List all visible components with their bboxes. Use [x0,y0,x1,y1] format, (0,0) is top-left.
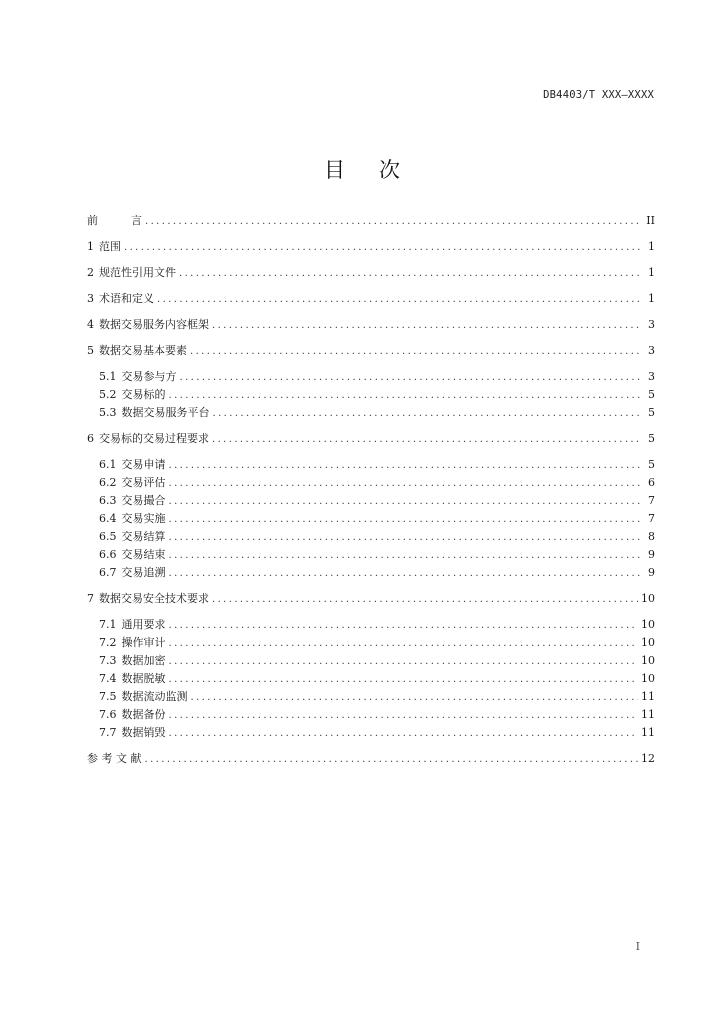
toc-leader-dots [169,565,643,582]
toc-entry[interactable] [87,238,655,256]
toc-entry-page: 7 [648,512,655,525]
toc-entry-page: 9 [648,566,655,579]
toc-leader-dots [169,457,643,474]
toc-entry-number: 5.3 [99,406,117,419]
toc-entry-number: 3 [87,292,94,305]
toc-entry-number: 7.5 [99,690,117,703]
page-number: I [635,940,640,953]
toc-entry-page: 11 [641,726,655,739]
toc-entry[interactable] [87,670,655,688]
toc-leader-dots [169,475,643,492]
toc-entry-number: 5.1 [99,370,117,383]
toc-entry[interactable] [87,510,655,528]
toc-leader-dots [169,529,643,546]
toc-entry[interactable] [87,590,655,608]
toc-entry[interactable] [87,264,655,282]
toc-leader-dots [180,369,643,386]
toc-entry-number: 6.1 [99,458,117,471]
toc-entry-label: 交易评估 [121,476,166,489]
toc-leader-dots [169,387,643,404]
toc-entry-number: 6.6 [99,548,117,561]
toc-entry[interactable] [87,616,655,634]
toc-entry-label: 参 考 文 献 [87,752,142,765]
toc-leader-dots [212,317,642,334]
toc-entry-label: 数据交易服务平台 [121,406,210,419]
toc-entry[interactable] [87,528,655,546]
toc-entry-number: 1 [87,240,94,253]
toc-entry-page: 10 [641,592,655,605]
toc-entry[interactable] [87,724,655,742]
toc-leader-dots [157,291,642,308]
toc-entry-label: 规范性引用文件 [99,266,176,279]
toc-entry-page: 10 [641,654,655,667]
toc-entry-page: 1 [648,292,655,305]
toc-entry-page: 9 [648,548,655,561]
toc-leader-dots [169,653,639,670]
toc-leader-dots [169,725,639,742]
toc-entry-label: 数据备份 [121,708,166,721]
toc-entry[interactable] [87,386,655,404]
toc-entry[interactable] [87,706,655,724]
toc-entry-label: 交易实施 [121,512,166,525]
toc-entry-number: 7.1 [99,618,117,631]
toc-entry-number: 2 [87,266,94,279]
toc-entry-label: 交易撮合 [121,494,166,507]
toc-entry[interactable] [87,368,655,386]
toc-leader-dots [169,493,643,510]
toc-entry[interactable] [87,688,655,706]
toc-leader-dots [169,617,639,634]
toc-entry-label: 交易结束 [121,548,166,561]
toc-entry-number: 7.2 [99,636,117,649]
toc-entry-page: 12 [641,752,655,765]
toc-entry[interactable] [87,456,655,474]
toc-entry-page: 11 [641,708,655,721]
toc-entry[interactable] [87,290,655,308]
toc-entry-label: 交易申请 [121,458,166,471]
toc-entry-label: 交易结算 [121,530,166,543]
toc-entry-number: 6.2 [99,476,117,489]
toc-entry-label: 术语和定义 [99,292,154,305]
toc-entry-label: 操作审计 [121,636,166,649]
toc-leader-dots [212,431,642,448]
toc-entry-page: 7 [648,494,655,507]
toc-entry-page: 3 [648,370,655,383]
toc-entry-page: 1 [648,266,655,279]
toc-entry[interactable] [87,546,655,564]
toc-entry[interactable] [87,634,655,652]
toc-entry-page: 10 [641,636,655,649]
toc-entry[interactable] [87,430,655,448]
toc-entry-number: 7.4 [99,672,117,685]
table-of-contents [87,212,655,768]
toc-entry-label: 交易参与方 [121,370,177,383]
toc-leader-dots [145,751,639,768]
toc-entry-label: 数据交易服务内容框架 [99,318,209,331]
toc-entry-number: 7 [87,592,94,605]
toc-entry-page: 5 [648,432,655,445]
toc-entry-label: 数据脱敏 [121,672,166,685]
toc-entry-label: 范围 [99,240,121,253]
toc-entry-page: 6 [648,476,655,489]
toc-entry-number: 6.3 [99,494,117,507]
toc-entry[interactable] [87,652,655,670]
document-code: DB4403/T XXX—XXXX [543,89,654,101]
toc-leader-dots [212,591,638,608]
toc-leader-dots [169,635,639,652]
toc-entry-number: 6.4 [99,512,117,525]
toc-entry-label: 通用要求 [121,618,166,631]
toc-entry-page: 10 [641,672,655,685]
toc-entry-number: 5.2 [99,388,117,401]
toc-leader-dots [169,511,643,528]
toc-entry-label: 数据交易安全技术要求 [99,592,209,605]
toc-entry-page: 3 [648,344,655,357]
toc-entry-label: 数据流动监测 [121,690,188,703]
toc-leader-dots [190,343,642,360]
toc-entry[interactable] [87,342,655,360]
toc-entry-number: 6.7 [99,566,117,579]
toc-entry-label: 数据加密 [121,654,166,667]
toc-entry-page: 11 [641,690,655,703]
toc-entry-number: 7.6 [99,708,117,721]
toc-entry-page: 5 [648,388,655,401]
page-title: 目次 [324,158,434,182]
toc-entry-number: 7.7 [99,726,117,739]
toc-leader-dots [169,707,639,724]
toc-leader-dots [179,265,642,282]
toc-entry-number: 4 [87,318,94,331]
toc-entry[interactable] [87,404,655,422]
toc-entry-page: II [646,214,655,227]
toc-leader-dots [169,671,639,688]
toc-entry-number: 5 [87,344,94,357]
toc-entry-label: 交易标的 [121,388,166,401]
toc-entry[interactable] [87,316,655,334]
toc-entry[interactable] [87,564,655,582]
toc-entry-label: 数据交易基本要素 [99,344,187,357]
toc-entry-label: 交易追溯 [121,566,166,579]
toc-entry[interactable] [87,492,655,510]
toc-leader-dots [213,405,643,422]
toc-entry-label: 数据销毁 [121,726,166,739]
toc-entry[interactable] [87,750,655,768]
toc-entry[interactable] [87,474,655,492]
toc-entry-label: 前 言 [87,214,142,227]
toc-leader-dots [145,213,642,230]
toc-entry[interactable] [87,212,655,230]
toc-entry-number: 7.3 [99,654,117,667]
toc-entry-page: 8 [648,530,655,543]
toc-entry-page: 10 [641,618,655,631]
toc-leader-dots [169,547,643,564]
toc-leader-dots [191,689,639,706]
toc-entry-page: 5 [648,406,655,419]
toc-entry-page: 1 [648,240,655,253]
toc-entry-page: 3 [648,318,655,331]
toc-leader-dots [124,239,642,256]
toc-entry-page: 5 [648,458,655,471]
toc-entry-number: 6 [87,432,94,445]
toc-entry-number: 6.5 [99,530,117,543]
toc-entry-label: 交易标的交易过程要求 [99,432,209,445]
